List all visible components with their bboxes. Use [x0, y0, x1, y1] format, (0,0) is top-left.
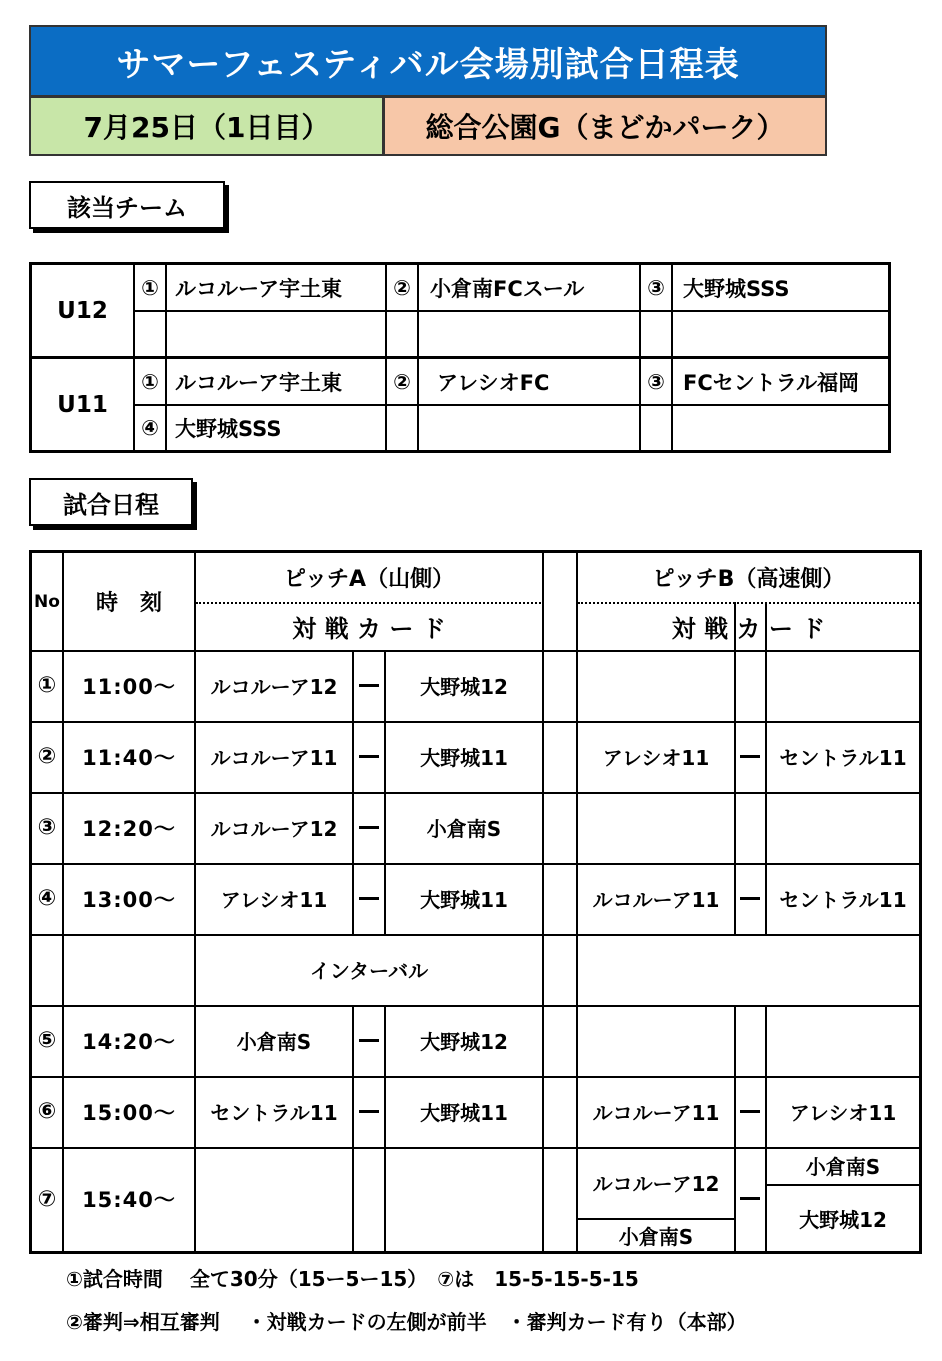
header-no: No	[34, 591, 60, 612]
row-number: ①	[37, 673, 57, 698]
pitch-a-home: アレシオ11	[220, 888, 328, 912]
row-number: ③	[37, 815, 57, 840]
pitch-a-home: ルコルーア12	[210, 817, 338, 841]
versus-dash	[740, 1110, 760, 1113]
header-pitch-a: ピッチA（山側）	[283, 567, 455, 592]
team-name: ルコルーア宇土東	[175, 370, 342, 395]
match-time: 11:00～	[82, 674, 176, 699]
match-time: 14:20～	[82, 1029, 176, 1054]
match-time: 12:20～	[82, 816, 176, 841]
pitch-b-home: ルコルーア11	[592, 888, 720, 912]
team-name: 小倉南FCスール	[430, 276, 585, 301]
interval-label: インターバル	[309, 959, 429, 983]
team-name: ルコルーア宇土東	[175, 276, 342, 301]
match-time: 15:00～	[82, 1100, 176, 1125]
pitch-a-away: 大野城12	[420, 675, 508, 699]
pitch-b-home-bottom: 小倉南S	[618, 1224, 694, 1249]
versus-dash	[359, 684, 379, 687]
versus-dash	[740, 755, 760, 758]
slot-number: ③	[647, 369, 665, 394]
row-number: ④	[37, 886, 57, 911]
header-time: 時 刻	[95, 591, 162, 616]
team-name: FCセントラル福岡	[683, 370, 860, 395]
row-number: ②	[37, 744, 57, 769]
header-pitch-b: ピッチB（高速側）	[652, 567, 845, 592]
slot-number: ①	[141, 369, 159, 394]
pitch-a-home: セントラル11	[210, 1101, 338, 1125]
header-card-a: 対 戦 カ ー ド	[292, 614, 446, 643]
versus-dash	[359, 1039, 379, 1042]
event-date: 7月25日（1日目）	[29, 96, 384, 156]
slot-number: ④	[141, 415, 159, 440]
pitch-a-home: 小倉南S	[236, 1030, 312, 1054]
header-card-b: 対 戦 カ ー ド	[671, 614, 826, 643]
note-line-1: ①試合時間 全て30分（15ー5ー15） ⑦は 15-5-15-5-15	[66, 1267, 639, 1291]
team-name: 大野城SSS	[175, 416, 282, 441]
page-title: サマーフェスティバル会場別試合日程表	[29, 25, 827, 97]
pitch-b-away: セントラル11	[779, 746, 907, 770]
pitch-a-home: ルコルーア12	[210, 675, 338, 699]
pitch-a-away: 大野城11	[420, 746, 508, 770]
schedule-section-label: 試合日程	[29, 478, 193, 526]
row-number: ⑥	[37, 1099, 57, 1124]
pitch-a-away: 大野城11	[420, 888, 508, 912]
slot-number: ③	[647, 275, 665, 300]
slot-number: ②	[393, 369, 411, 394]
versus-dash	[359, 826, 379, 829]
versus-dash	[359, 897, 379, 900]
slot-number: ②	[393, 275, 411, 300]
schedule-table	[29, 550, 922, 1254]
pitch-a-away: 大野城12	[420, 1030, 508, 1054]
team-name: 大野城SSS	[683, 276, 790, 301]
note-line-2: ②審判⇒相互審判 ・対戦カードの左側が前半 ・審判カード有り（本部）	[66, 1310, 747, 1334]
pitch-b-away: アレシオ11	[789, 1101, 897, 1125]
row-number: ⑤	[37, 1028, 57, 1053]
match-time: 11:40～	[82, 745, 176, 770]
teams-section-label: 該当チーム	[29, 181, 225, 229]
versus-dash	[740, 1197, 760, 1200]
row-number: ⑦	[37, 1186, 57, 1212]
pitch-b-away-bottom: 大野城12	[799, 1207, 887, 1232]
category-u12: U12	[57, 297, 108, 324]
pitch-b-home-top: ルコルーア12	[592, 1172, 720, 1196]
pitch-b-home: ルコルーア11	[592, 1101, 720, 1125]
versus-dash	[740, 897, 760, 900]
teams-table	[29, 262, 891, 453]
venue-name: 総合公園G（まどかパーク）	[383, 96, 827, 156]
pitch-b-away: セントラル11	[779, 888, 907, 912]
team-name: アレシオFC	[437, 370, 550, 395]
match-time: 13:00～	[82, 887, 176, 912]
category-u11: U11	[57, 391, 108, 418]
match-time: 15:40～	[82, 1188, 176, 1212]
versus-dash	[359, 1110, 379, 1113]
pitch-a-home: ルコルーア11	[210, 746, 338, 770]
slot-number: ①	[141, 275, 159, 300]
pitch-a-away: 大野城11	[420, 1101, 508, 1125]
pitch-b-home: アレシオ11	[602, 746, 710, 770]
pitch-b-away-top: 小倉南S	[805, 1155, 881, 1179]
pitch-a-away: 小倉南S	[426, 817, 502, 841]
versus-dash	[359, 755, 379, 758]
